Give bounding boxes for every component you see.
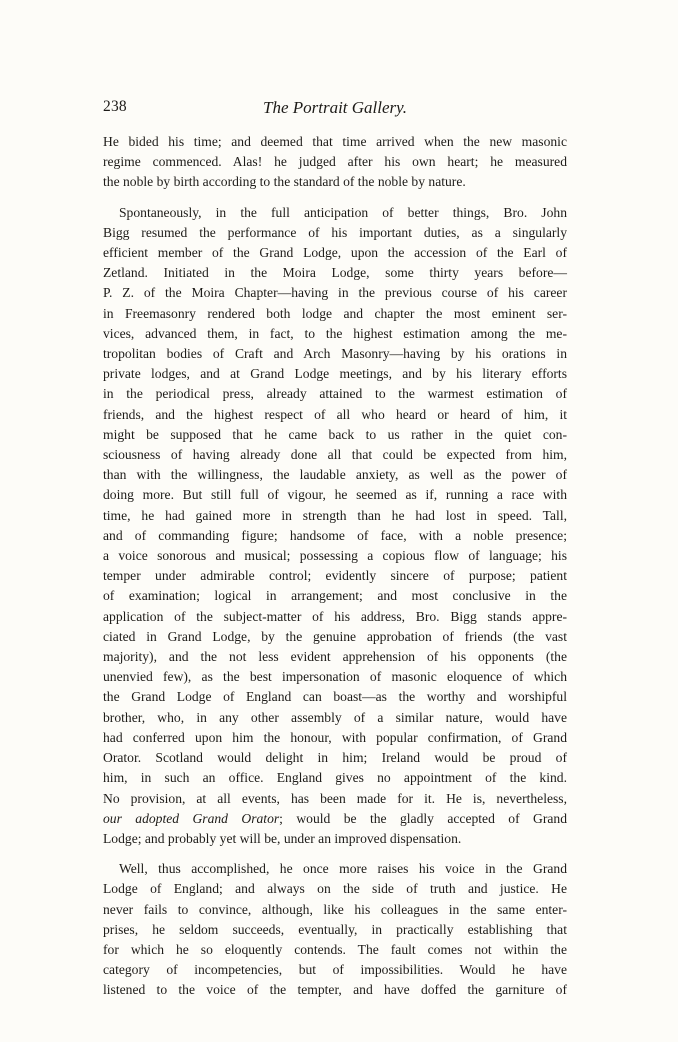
text-line: than with the willingness, the laudable anxiety, as well as the power of (103, 467, 567, 483)
text-line: time, he had gained more in strength than he had lost in speed. Tall, (103, 507, 567, 523)
text-line: Bigg resumed the performance of his important duties, as a singularly (103, 224, 567, 240)
text-line: had conferred upon him the honour, with popular confirmation, of Grand (103, 729, 567, 745)
text-line: in Freemasonry rendered both lodge and chapter the most eminent ser- (103, 305, 567, 321)
text-line: private lodges, and at Grand Lodge meetings, and by his literary efforts (103, 366, 567, 382)
text-line: efficient member of the Grand Lodge, upon the accession of the Earl of (103, 245, 567, 261)
page-number: 238 (103, 98, 127, 115)
text-line: the Grand Lodge of England can boast—as the worthy and worshipful (103, 689, 567, 705)
text-line: of examination; logical in arrangement; and most conclusive in the (103, 588, 567, 604)
book-page (103, 98, 567, 1001)
text-line: No provision, at all events, has been made for it. He is, nevertheless, (103, 790, 567, 806)
text-line: might be supposed that he came back to us rather in the quiet con- (103, 426, 567, 442)
text-line: regime commenced. Alas! he judged after his own heart; he measured (103, 154, 567, 170)
text-line: He bided his time; and deemed that time arrived when the new masonic (103, 134, 567, 149)
text-line: unenvied few), as the best impersonation of masonic eloquence of which (103, 669, 567, 685)
text-line: in the periodical press, already attained to the warmest estimation of (103, 386, 567, 402)
text-line: Orator. Scotland would delight in him; Ireland would be proud of (103, 750, 567, 766)
text-line: and of commanding figure; handsome of face, with a noble presence; (103, 527, 567, 543)
text-line: our adopted Grand Orator; would be the gladly accepted of Grand (103, 810, 567, 826)
text-line: category of incompetencies, but of impossibilities. Would he have (103, 962, 567, 978)
text-line: vices, advanced them, in fact, to the highest estimation among the me- (103, 325, 567, 341)
paragraph-1 (103, 132, 567, 193)
text-line: sciousness of having already done all that could be expected from him, (103, 447, 567, 463)
running-head (103, 98, 567, 124)
text-line: Lodge; and probably yet will be, under an improved dispensation. (103, 830, 462, 846)
text-line: for which he so eloquently contends. The fault comes not within the (103, 941, 567, 957)
text-line: friends, and the highest respect of all who heard or heard of him, it (103, 406, 567, 422)
text-line: P. Z. of the Moira Chapter—having in the previous course of his career (103, 285, 567, 301)
text-line: application of the subject-matter of his address, Bro. Bigg stands appre- (103, 608, 567, 624)
paragraph-3 (103, 859, 567, 1000)
running-title: The Portrait Gallery. (262, 98, 408, 117)
text-line: brother, who, in any other assembly of a similar nature, would have (103, 709, 567, 725)
text-line: a voice sonorous and musical; possessing a copious flow of language; his (103, 548, 567, 564)
text-line: the noble by birth according to the standard of the noble by nature. (103, 174, 466, 190)
text-line: him, in such an office. England gives no appointment of the kind. (103, 770, 567, 786)
text-line: temper under admirable control; evidently sincere of purpose; patient (103, 568, 567, 584)
text-line: Lodge of England; and always on the side of truth and justice. He (103, 881, 567, 897)
text-line: Zetland. Initiated in the Moira Lodge, some thirty years before— (103, 265, 567, 281)
text-line: Well, thus accomplished, he once more raises his voice in the Grand (119, 861, 567, 877)
text-line: Spontaneously, in the full anticipation of better things, Bro. John (119, 204, 567, 220)
text-line: never fails to convince, although, like his colleagues in the same enter- (103, 901, 567, 917)
text-line: prises, he seldom succeeds, eventually, in practically establishing that (103, 921, 567, 937)
text-line: tropolitan bodies of Craft and Arch Masonry—having by his orations in (103, 346, 567, 362)
text-line: doing more. But still full of vigour, he seemed as if, running a race with (103, 487, 567, 503)
text-line: ciated in Grand Lodge, by the genuine approbation of friends (the vast (103, 628, 567, 644)
text-line: listened to the voice of the tempter, and have doffed the garniture of (103, 982, 567, 998)
paragraph-2 (103, 203, 567, 850)
text-line: majority), and the not less evident apprehension of his opponents (the (103, 649, 567, 665)
